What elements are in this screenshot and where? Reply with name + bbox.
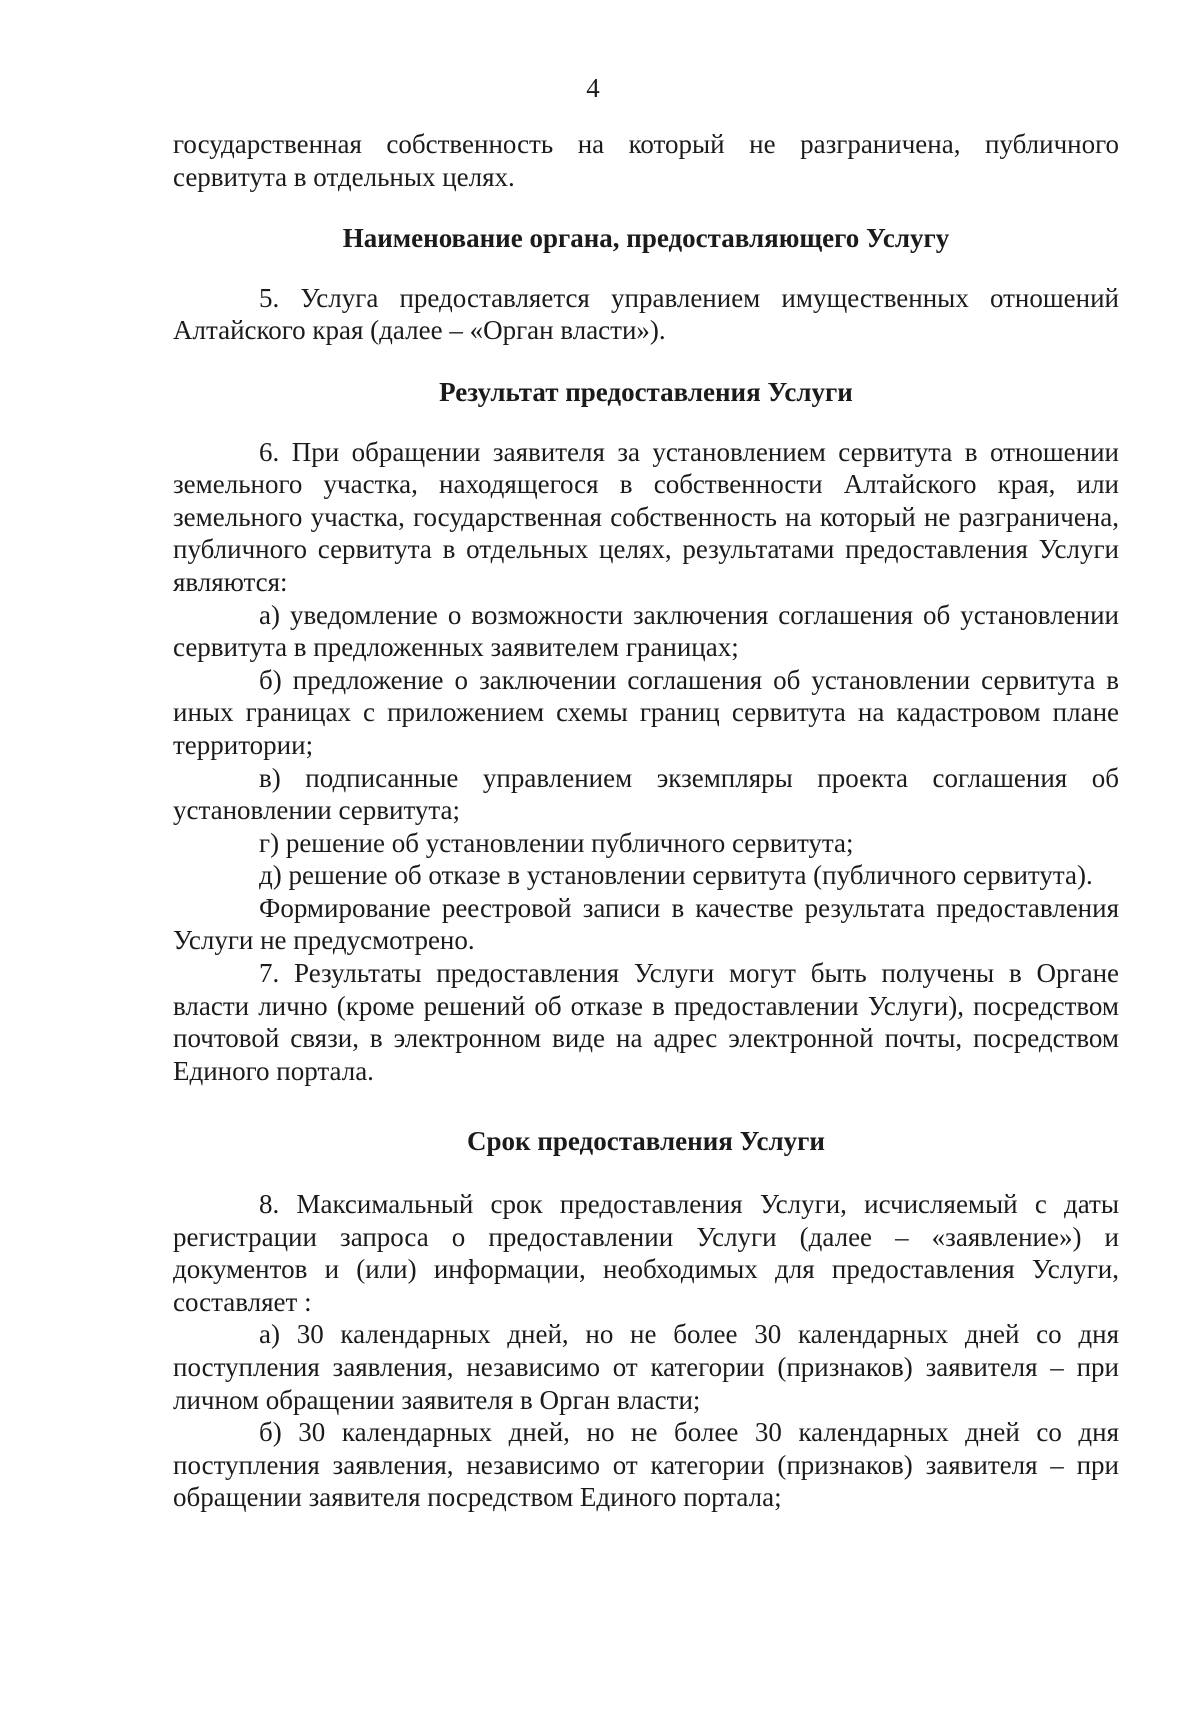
paragraph-8: 8. Максимальный срок предоставления Услуги, исчисляемый с даты регистрации запроса о предоставлении Услуги (далее – «заявление») и документов и (или) информации, необходимых для предоставления Услуги, составляет : [173, 1189, 1119, 1317]
list-item-result-g: г) решение об установлении публичного сервитута; [259, 827, 854, 858]
paragraph-7: 7. Результаты предоставления Услуги могут быть получены в Органе власти лично (кроме решений об отказе в предоставлении Услуги), посредством почтовой связи, в электронном виде на адрес электронной почты, посредством Единого портала. [173, 958, 1119, 1086]
list-item-result-b: б) предложение о заключении соглашения об установлении сервитута в иных границах с приложением схемы границ сервитута на кадастровом плане территории; [173, 664, 1119, 760]
document-body [173, 128, 1119, 1514]
registry-note-paragraph: Формирование реестровой записи в качестве результата предоставления Услуги не предусмотрено. [173, 892, 1119, 956]
list-item-term-a: а) 30 календарных дней, но не более 30 календарных дней со дня поступления заявления, независимо от категории (признаков) заявителя – при личном обращении заявителя в Орган власти; [173, 1319, 1119, 1415]
paragraph-6: 6. При обращении заявителя за установлением сервитута в отношении земельного участка, находящегося в собственности Алтайского края, или земельного участка, государственная собственность на который не разграничена, публичного сервитута в отдельных целях, результатами предоставления Услуги являются: [173, 436, 1119, 597]
list-item-term-b: б) 30 календарных дней, но не более 30 календарных дней со дня поступления заявления, независимо от категории (признаков) заявителя – при обращении заявителя посредством Единого портала; [173, 1417, 1119, 1513]
list-item-result-v: в) подписанные управлением экземпляры проекта соглашения об установлении сервитута; [173, 762, 1119, 826]
list-item-result-a: а) уведомление о возможности заключения соглашения об установлении сервитута в предложенных заявителем границах; [173, 599, 1119, 663]
paragraph-5: 5. Услуга предоставляется управлением имущественных отношений Алтайского края (далее – «Орган власти»). [173, 282, 1119, 346]
heading-result: Результат предоставления Услуги [439, 376, 853, 407]
page-number: 4 [586, 73, 600, 103]
list-item-result-d: д) решение об отказе в установлении сервитута (публичного сервитута). [259, 860, 1093, 891]
intro-paragraph: государственная собственность на который не разграничена, публичного сервитута в отдельных целях. [173, 129, 1119, 192]
heading-term: Срок предоставления Услуги [467, 1126, 825, 1157]
heading-agency: Наименование органа, предоставляющего Услугу [342, 223, 950, 254]
